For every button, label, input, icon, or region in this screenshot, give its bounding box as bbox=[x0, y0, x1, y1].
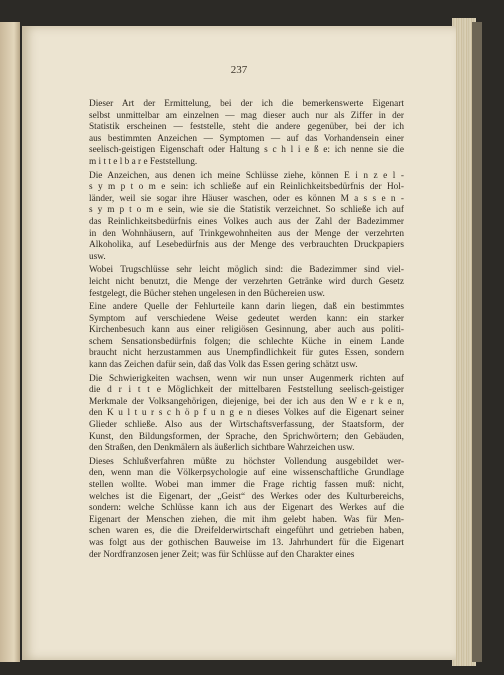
text-line: den Straßen, den Denkmälern als äußerlich sichtbare Wahrzeichen usw. bbox=[89, 443, 355, 454]
paragraph bbox=[80, 457, 404, 561]
text-line: sondern: welche Schlüsse kann ich aus der Eigenart des Werkes auf die bbox=[89, 503, 404, 514]
text-line: Eine andere Quelle der Fehlurteile kann darin liegen, daß ein bestimmtes bbox=[89, 302, 404, 313]
page-number: 237 bbox=[230, 64, 248, 76]
text-line: m i t t e l b a r e Feststellung. bbox=[89, 156, 198, 167]
paragraph bbox=[80, 99, 404, 169]
paragraph bbox=[80, 302, 404, 372]
text-line: Kunst, den Bildungsformen, der Sprache, den Sprichwörtern; den Gebäuden, bbox=[89, 431, 404, 442]
text-line: Die Anzeichen, aus denen ich meine Schlüsse ziehe, können E i n z e l - bbox=[89, 170, 404, 181]
text-line: Alkoholika, auf Lesebedürfnis aus der Menge des verbrauchten Druckpapiers bbox=[89, 240, 404, 251]
text-line: die d r i t t e Möglichkeit der mittelbaren Feststellung seelisch-geistiger bbox=[89, 385, 404, 396]
paragraph bbox=[80, 374, 404, 455]
text-line: den, wenn man die Völkerpsychologie auf eine wissenschaftliche Grundlage bbox=[89, 468, 404, 479]
text-line: der Nordfranzosen jener Zeit; was für Schlüsse auf den Charakter eines bbox=[89, 549, 355, 560]
text-line: leicht nicht benutzt, die Menge der verzehrten Getränke wird durch Gesetz bbox=[89, 276, 404, 287]
text-line: den K u l t u r s c h ö p f u n g e n dieses Volkes auf die Eigenart seiner bbox=[89, 408, 404, 419]
text-line: länder, weil sie sogar ihre Häuser waschen, oder es können M a s s e n - bbox=[89, 193, 404, 204]
text-line: schem Sensationsbedürfnis folgen; die schlechte Küche in einem Lande bbox=[89, 336, 404, 347]
text-line: s y m p t o m e sein: ich schließe auf ein Reinlichkeitsbedürfnis der Hol- bbox=[89, 182, 404, 193]
text-line: seelisch-geistigen Eigenschaft oder Haltung s c h l i e ß e: ich nenne sie die bbox=[89, 145, 404, 156]
text-line: usw. bbox=[89, 251, 106, 262]
text-line: welches ist die Eigenart, der „Geist“ des Werkes oder des Kulturbereichs, bbox=[89, 491, 404, 502]
text-line: Dieses Schlußverfahren müßte zu höchster Vollendung ausgebildet wer- bbox=[89, 456, 404, 467]
text-line: Kirchenbesuch kann aus einer religiösen Gesinnung, aber auch aus politi- bbox=[89, 325, 404, 336]
text-line: Dieser Art der Ermittelung, bei der ich die bemerkenswerte Eigenart bbox=[89, 99, 404, 109]
text-line: Statistik erscheinen — feststelle, steht die andere gegenüber, bei der ich bbox=[89, 122, 404, 133]
text-line: das Reinlichkeitsbedürfnis eines Volkes auch aus der Zahl der Badezimmer bbox=[89, 216, 404, 227]
body-text bbox=[80, 99, 404, 563]
text-line: Die Schwierigkeiten wachsen, wenn wir nun unser Augenmerk richten auf bbox=[89, 373, 404, 384]
text-line: selbst unmittelbar am einzelnen — mag dieser auch nur als Ziffer in der bbox=[89, 110, 404, 121]
text-line: Glieder schließe. Also aus der Wirtschaftsverfassung, der Staatsform, der bbox=[89, 420, 404, 431]
text-line: Wobei Trugschlüsse sehr leicht möglich sind: die Badezimmer sind viel- bbox=[89, 265, 404, 276]
text-line: in den Wohnhäusern, auf Trinkgewohnheiten aus der Menge der verzehrten bbox=[89, 228, 404, 239]
book-page bbox=[22, 26, 456, 660]
text-line: Merkmale der Volksangehörigen, diejenige, bei der ich aus den W e r k e n, bbox=[89, 396, 404, 407]
text-line: Eigenart der Menschen ziehen, die mit ihm gelebt haben. Was für Men- bbox=[89, 514, 404, 525]
paragraph bbox=[80, 171, 404, 264]
text-line: schen waren es, die die Dreifelderwirtschaft eingeführt und getrieben haben, bbox=[89, 526, 404, 537]
text-line: stellen wollte. Wobei man immer die Frage richtig fassen muß: nicht, bbox=[89, 480, 404, 490]
text-line: Symptom auf verschiedene Weise gedeutet werden kann: ein starker bbox=[89, 313, 404, 324]
text-line: s y m p t o m e sein, wie sie die Statistik verzeichnet. So schließe ich auf bbox=[89, 205, 404, 216]
paragraph bbox=[80, 265, 404, 300]
text-line: was folgt aus der gothischen Bauweise im 13. Jahrhundert für die Eigenart bbox=[89, 537, 404, 548]
text-line: kann das Zeichen dafür sein, daß das Volk das Essen gering schätzt usw. bbox=[89, 360, 358, 371]
text-line: braucht nicht herzustammen aus Unempfindlichkeit für gutes Essen, sondern bbox=[89, 348, 404, 359]
text-line: aus bestimmten Anzeichen — Symptomen — auf das Vorhandensein einer bbox=[89, 133, 404, 144]
facing-page-edge bbox=[0, 22, 20, 662]
book-cover-edge bbox=[472, 22, 482, 662]
text-line: festgelegt, die Bücher stehen ungelesen in den Büchereien usw. bbox=[89, 288, 325, 299]
